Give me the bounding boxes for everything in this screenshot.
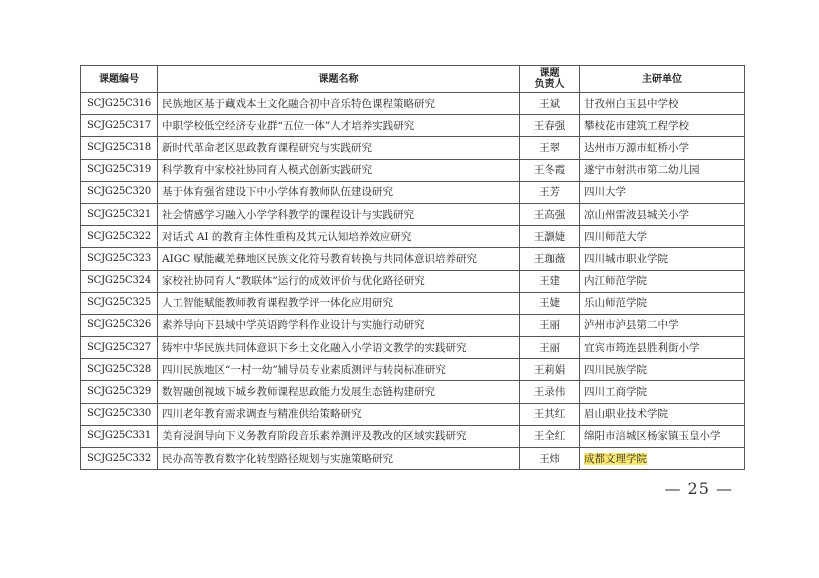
- cell-project-title: 新时代革命老区思政教育课程研究与实践研究: [158, 137, 520, 159]
- cell-project-id: SCJG25C324: [81, 270, 158, 292]
- cell-project-id: SCJG25C319: [81, 159, 158, 181]
- page-number: — 25 —: [664, 479, 733, 498]
- cell-project-lead: 王翠: [520, 137, 580, 159]
- cell-research-unit: 绵阳市涪城区杨家镇玉皇小学: [580, 425, 745, 447]
- cell-project-id: SCJG25C317: [81, 115, 158, 137]
- cell-project-title: 社会情感学习融入小学学科教学的课程设计与实践研究: [158, 203, 520, 225]
- table-row: [81, 292, 745, 314]
- cell-project-id: SCJG25C327: [81, 337, 158, 359]
- cell-project-id: SCJG25C326: [81, 314, 158, 336]
- cell-project-lead: 王灏婕: [520, 226, 580, 248]
- cell-project-id: SCJG25C332: [81, 448, 158, 470]
- cell-project-title: AIGC 赋能藏羌彝地区民族文化符号教育转换与共同体意识培养研究: [158, 248, 520, 270]
- cell-research-unit: 内江师范学院: [580, 270, 745, 292]
- cell-project-title: 对话式 AI 的教育主体性重构及其元认知培养效应研究: [158, 226, 520, 248]
- table-row: [81, 137, 745, 159]
- cell-project-title: 数智融创视域下城乡教师课程思政能力发展生态链构建研究: [158, 381, 520, 403]
- cell-research-unit: 四川工商学院: [580, 381, 745, 403]
- table-header: [81, 66, 745, 93]
- cell-project-id: SCJG25C328: [81, 359, 158, 381]
- cell-project-lead: 王珈薇: [520, 248, 580, 270]
- cell-research-unit: 四川城市职业学院: [580, 248, 745, 270]
- table-body: [81, 93, 745, 470]
- cell-project-id: SCJG25C321: [81, 203, 158, 225]
- cell-research-unit: 四川大学: [580, 181, 745, 203]
- table-row: [81, 314, 745, 336]
- cell-research-unit: 泸州市泸县第二中学: [580, 314, 745, 336]
- cell-project-title: 美育浸润导向下义务教育阶段音乐素养测评及教改的区域实践研究: [158, 425, 520, 447]
- cell-project-lead: 王炜: [520, 448, 580, 470]
- cell-project-id: SCJG25C323: [81, 248, 158, 270]
- cell-project-lead: 王建: [520, 270, 580, 292]
- cell-project-lead: 王斌: [520, 93, 580, 115]
- cell-project-lead: 王全红: [520, 425, 580, 447]
- cell-project-title: 人工智能赋能教师教育课程教学评一体化应用研究: [158, 292, 520, 314]
- cell-project-title: 铸牢中华民族共同体意识下乡土文化融入小学语文教学的实践研究: [158, 337, 520, 359]
- cell-project-lead: 王春强: [520, 115, 580, 137]
- cell-project-lead: 王其红: [520, 403, 580, 425]
- cell-project-id: SCJG25C329: [81, 381, 158, 403]
- cell-project-lead: 王高强: [520, 203, 580, 225]
- cell-project-lead: 王婕: [520, 292, 580, 314]
- highlighted-text: 成都文理学院: [584, 452, 647, 465]
- cell-project-id: SCJG25C316: [81, 93, 158, 115]
- cell-research-unit: 四川民族学院: [580, 359, 745, 381]
- cell-research-unit: 眉山职业技术学院: [580, 403, 745, 425]
- header-project-lead: 课题 负责人: [520, 66, 580, 93]
- cell-research-unit: 乐山师范学院: [580, 292, 745, 314]
- header-research-unit: 主研单位: [580, 66, 745, 93]
- cell-research-unit: 宜宾市筠连县胜利街小学: [580, 337, 745, 359]
- table-row: [81, 248, 745, 270]
- cell-project-lead: 王丽: [520, 337, 580, 359]
- cell-research-unit: [580, 448, 745, 470]
- project-table: [80, 65, 745, 470]
- header-project-title: 课题名称: [158, 66, 520, 93]
- cell-project-title: 民办高等教育数字化转型路径规划与实施策略研究: [158, 448, 520, 470]
- table-row: [81, 270, 745, 292]
- cell-project-title: 四川民族地区“一村一幼”辅导员专业素质测评与转岗标准研究: [158, 359, 520, 381]
- table-row: [81, 93, 745, 115]
- cell-project-title: 素养导向下县域中学英语跨学科作业设计与实施行动研究: [158, 314, 520, 336]
- cell-research-unit: 凉山州雷波县城关小学: [580, 203, 745, 225]
- cell-project-id: SCJG25C318: [81, 137, 158, 159]
- table-row: [81, 159, 745, 181]
- table-row: [81, 448, 745, 470]
- table-row: [81, 115, 745, 137]
- cell-project-lead: 王冬霞: [520, 159, 580, 181]
- cell-project-id: SCJG25C320: [81, 181, 158, 203]
- header-project-id: 课题编号: [81, 66, 158, 93]
- cell-project-title: 四川老年教育需求调查与精准供给策略研究: [158, 403, 520, 425]
- table-row: [81, 425, 745, 447]
- cell-project-title: 科学教育中家校社协同育人模式创新实践研究: [158, 159, 520, 181]
- table-row: [81, 359, 745, 381]
- cell-project-lead: 王芳: [520, 181, 580, 203]
- cell-project-id: SCJG25C330: [81, 403, 158, 425]
- cell-project-title: 基于体育强省建设下中小学体育教师队伍建设研究: [158, 181, 520, 203]
- table-row: [81, 203, 745, 225]
- table-row: [81, 226, 745, 248]
- cell-project-id: SCJG25C325: [81, 292, 158, 314]
- header-row: [81, 66, 745, 93]
- cell-project-id: SCJG25C322: [81, 226, 158, 248]
- table-row: [81, 181, 745, 203]
- cell-research-unit: 攀枝花市建筑工程学校: [580, 115, 745, 137]
- cell-project-lead: 王录伟: [520, 381, 580, 403]
- cell-project-lead: 王丽: [520, 314, 580, 336]
- cell-project-title: 中职学校低空经济专业群“五位一体”人才培养实践研究: [158, 115, 520, 137]
- cell-project-title: 家校社协同育人“教联体”运行的成效评价与优化路径研究: [158, 270, 520, 292]
- cell-research-unit: 甘孜州白玉县中学校: [580, 93, 745, 115]
- cell-research-unit: 遂宁市射洪市第二幼儿园: [580, 159, 745, 181]
- table-row: [81, 381, 745, 403]
- table-row: [81, 337, 745, 359]
- cell-project-title: 民族地区基于藏戏本土文化融合初中音乐特色课程策略研究: [158, 93, 520, 115]
- cell-research-unit: 四川师范大学: [580, 226, 745, 248]
- cell-project-id: SCJG25C331: [81, 425, 158, 447]
- cell-project-lead: 王莉娟: [520, 359, 580, 381]
- table-row: [81, 403, 745, 425]
- cell-research-unit: 达州市万源市虹桥小学: [580, 137, 745, 159]
